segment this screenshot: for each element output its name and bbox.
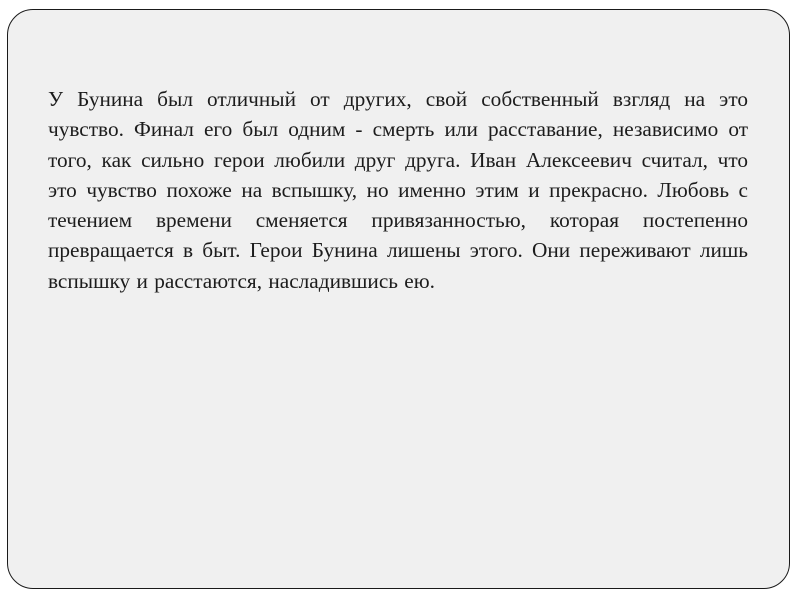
body-paragraph: У Бунина был отличный от других, свой собственный взгляд на это чувство. Финал его был одним - смерть или расставание, независимо от того, как сильно герои любили друг друга. Иван Алексеевич считал, что это чувство похоже на вспышку, но именно этим и прекрасно. Любовь с течением времени сменяется привязанностью, которая постепенно превращается в быт. Герои Бунина лишены этого. Они переживают лишь вспышку и расстаются, насладившись ею.	[48, 87, 748, 293]
